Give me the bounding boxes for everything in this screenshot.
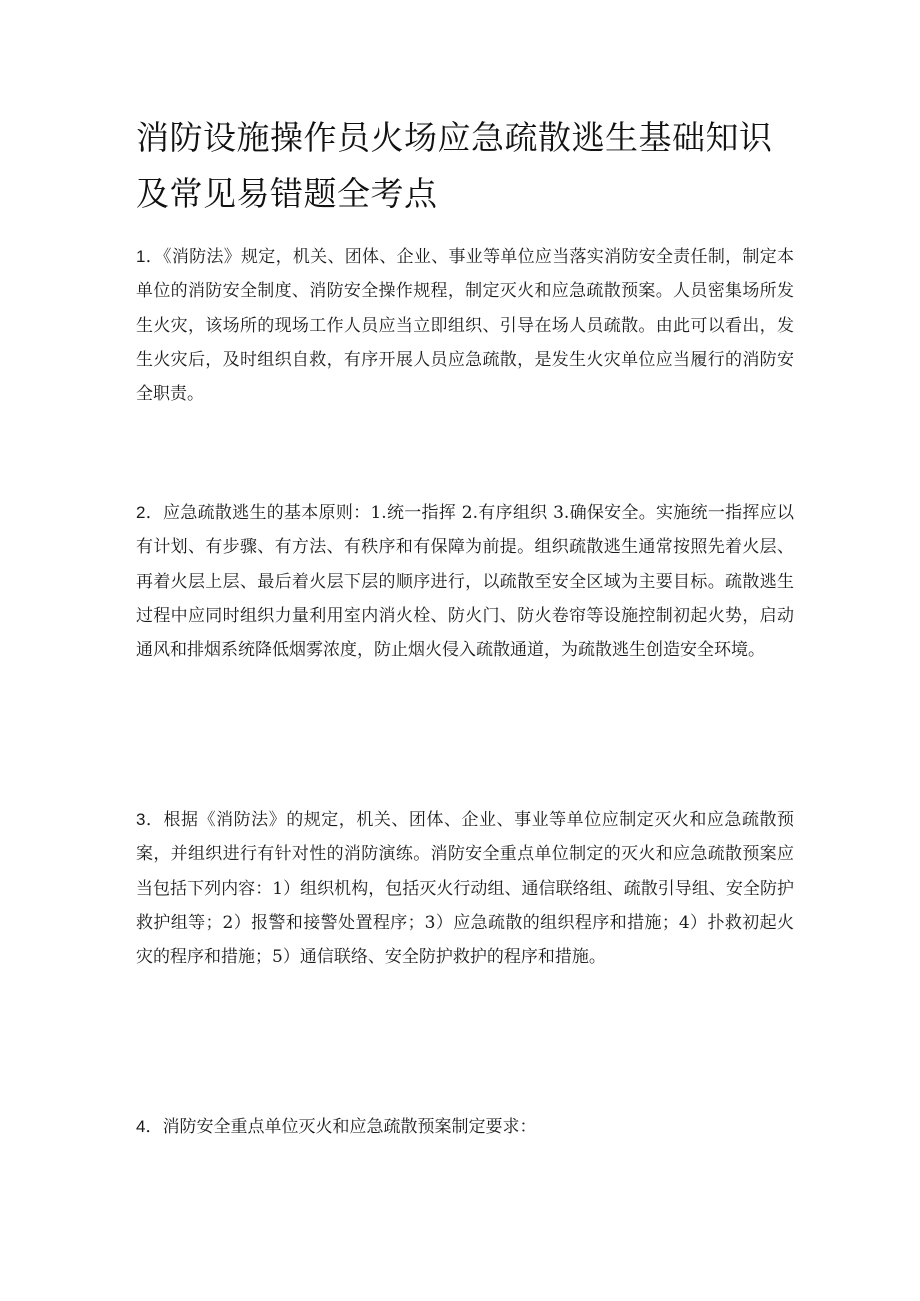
- paragraph-4: [136, 1110, 794, 1144]
- paragraph-1: [136, 240, 794, 411]
- paragraph-text: ．应急疏散逃生的基本原则：1.统一指挥 2.有序组织 3.确保安全。实施统一指挥应以有计划、有步骤、有方法、有秩序和有保障为前提。组织疏散逃生通常按照先着火层、再着火层上层、最后着火层下层的顺序进行，以疏散至安全区域为主要目标。疏散逃生过程中应同时组织力量利用室内消火栓、防火门、防火卷帘等设施控制初起火势，启动通风和排烟系统降低烟雾浓度，防止烟火侵入疏散通道，为疏散逃生创造安全环境。: [136, 503, 794, 661]
- paragraph-number: 2: [136, 503, 146, 522]
- paragraph-number: 1: [136, 247, 146, 266]
- paragraph-3: [136, 803, 794, 974]
- paragraph-text: ．根据《消防法》的规定，机关、团体、企业、事业等单位应制定灭火和应急疏散预案，并组织进行有针对性的消防演练。消防安全重点单位制定的灭火和应急疏散预案应当包括下列内容：1）组织机构，包括灭火行动组、通信联络组、疏散引导组、安全防护救护组等；2）报警和接警处置程序；3）应急疏散的组织程序和措施；4）扑救初起火灾的程序和措施；5）通信联络、安全防护救护的程序和措施。: [136, 810, 794, 968]
- paragraph-number: 3: [136, 810, 146, 829]
- paragraph-text: ．《消防法》规定，机关、团体、企业、事业等单位应当落实消防安全责任制，制定本单位的消防安全制度、消防安全操作规程，制定灭火和应急疏散预案。人员密集场所发生火灾，该场所的现场工作人员应当立即组织、引导在场人员疏散。由此可以看出，发生火灾后，及时组织自救，有序开展人员应急疏散，是发生火灾单位应当履行的消防安全职责。: [136, 247, 794, 405]
- paragraph-2: [136, 496, 794, 667]
- paragraph-number: 4: [136, 1117, 146, 1136]
- document-title: 消防设施操作员火场应急疏散逃生基础知识及常见易错题全考点: [136, 118, 773, 213]
- paragraph-text: ．消防安全重点单位灭火和应急疏散预案制定要求：: [145, 1117, 537, 1137]
